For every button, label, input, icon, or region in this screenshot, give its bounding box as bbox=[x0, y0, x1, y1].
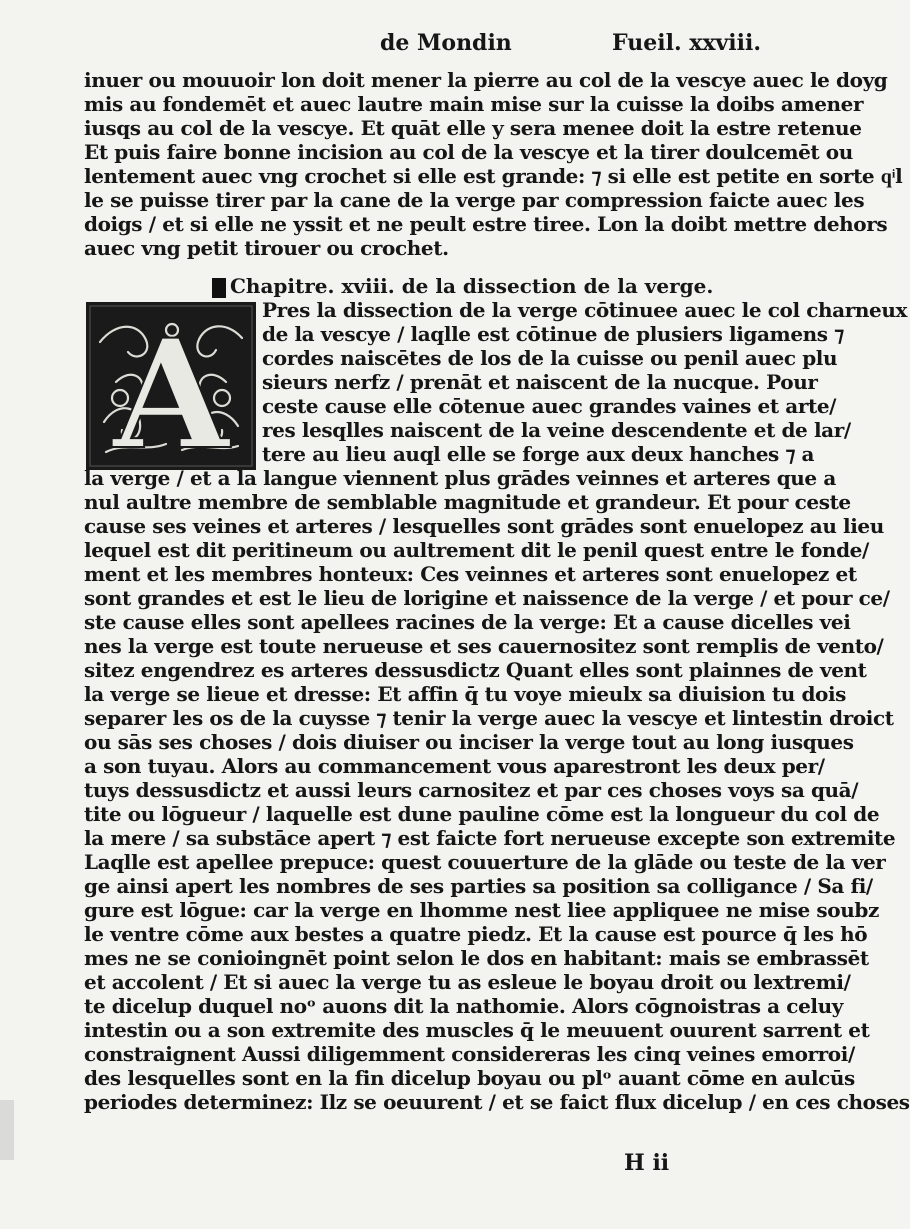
text-line: res lesqlles naiscent de la veine descendente et de lar/ bbox=[262, 418, 851, 442]
signature-mark: H ii bbox=[624, 1150, 670, 1176]
text-line: tere au lieu auql elle se forge aux deux hanches ⁊ a bbox=[262, 442, 815, 466]
text-line: inuer ou mouuoir lon doit mener la pierre au col de la vescye auec le doyg bbox=[84, 68, 888, 92]
text-line: nul aultre membre de semblable magnitude et grandeur. Et pour ceste bbox=[84, 490, 851, 514]
text-line: cordes naiscētes de los de la cuisse ou penil auec plu bbox=[262, 346, 838, 370]
page-edge-smudge bbox=[0, 1100, 14, 1160]
text-line: la verge se lieue et dresse: Et affin q̄ tu voye mieulx sa diuision tu dois bbox=[84, 682, 847, 706]
text-line: constraignent Aussi diligemment considereras les cinq veines emorroi/ bbox=[84, 1042, 855, 1066]
text-line: ge ainsi apert les nombres de ses parties sa position sa colligance / Sa fi/ bbox=[84, 874, 873, 898]
running-head: de Mondin bbox=[380, 30, 512, 56]
text-line: lequel est dit peritineum ou aultrement dit le penil quest entre le fonde/ bbox=[84, 538, 869, 562]
text-line: Laqlle est apellee prepuce: quest couuerture de la glāde ou teste de la ver bbox=[84, 850, 886, 874]
text-line: doigs / et si elle ne yssit et ne peult estre tiree. Lon la doibt mettre dehors bbox=[84, 212, 888, 236]
text-line: des lesquelles sont en la fin dicelup boyau ou plᵒ auant cōme en aulcūs bbox=[84, 1066, 855, 1090]
text-line: tuys dessusdictz et aussi leurs carnositez et par ces choses voys sa quā/ bbox=[84, 778, 859, 802]
text-line: separer les os de la cuysse ⁊ tenir la verge auec la vescye et lintestin droict bbox=[84, 706, 894, 730]
text-line: mis au fondemēt et auec lautre main mise sur la cuisse la doibs amener bbox=[84, 92, 864, 116]
text-line: ste cause elles sont apellees racines de la verge: Et a cause dicelles vei bbox=[84, 610, 851, 634]
text-line: le se puisse tirer par la cane de la verge par compression faicte auec les bbox=[84, 188, 865, 212]
text-line: Pres la dissection de la verge cōtinuee auec le col charneux bbox=[262, 298, 907, 322]
initial-letter: A bbox=[112, 307, 230, 483]
paragraph-continuation bbox=[84, 68, 903, 260]
text-line: sitez engendrez es arteres dessusdictz Quant elles sont plainnes de vent bbox=[84, 658, 867, 682]
chapter-body bbox=[84, 466, 910, 1114]
text-line: sieurs nerfz / prenāt et naiscent de la nucque. Pour bbox=[262, 370, 818, 394]
chapter-heading bbox=[212, 274, 713, 298]
text-line: la verge / et a la langue viennent plus grādes veinnes et arteres que a bbox=[84, 466, 836, 490]
pilcrow-icon bbox=[212, 278, 226, 298]
text-line: iusqs au col de la vescye. Et quāt elle y sera menee doit la estre retenue bbox=[84, 116, 862, 140]
text-line: tite ou lōgueur / laquelle est dune pauline cōme est la longueur du col de bbox=[84, 802, 880, 826]
text-line: ceste cause elle cōtenue auec grandes vaines et arte/ bbox=[262, 394, 837, 418]
chapter-body-indented bbox=[84, 298, 907, 466]
text-line: de la vescye / laqlle est cōtinue de plusiers ligamens ⁊ bbox=[262, 322, 844, 346]
text-line: ment et les membres honteux: Ces veinnes et arteres sont enuelopez et bbox=[84, 562, 857, 586]
text-line: et accolent / Et si auec la verge tu as esleue le boyau droit ou lextremi/ bbox=[84, 970, 851, 994]
text-line: gure est lōgue: car la verge en lhomme nest liee appliquee ne mise soubz bbox=[84, 898, 879, 922]
text-line: a son tuyau. Alors au commancement vous aparestront les deux per/ bbox=[84, 754, 825, 778]
text-line: te dicelup duquel noᵒ auons dit la nathomie. Alors cōgnoistras a celuy bbox=[84, 994, 843, 1018]
text-line: cause ses veines et arteres / lesquelles sont grādes sont enuelopez au lieu bbox=[84, 514, 884, 538]
text-line: nes la verge est toute nerueuse et ses cauernositez sont remplis de vento/ bbox=[84, 634, 884, 658]
text-line: Et puis faire bonne incision au col de la vescye et la tirer doulcemēt ou bbox=[84, 140, 853, 164]
text-line: auec vng petit tirouer ou crochet. bbox=[84, 236, 449, 260]
text-line: lentement auec vng crochet si elle est grande: ⁊ si elle est petite en sorte qͥl bbox=[84, 164, 903, 188]
text-line: le ventre cōme aux bestes a quatre piedz. Et la cause est pource q̄ les hō bbox=[84, 922, 868, 946]
folio-number: Fueil. xxviii. bbox=[612, 30, 762, 56]
text-line: sont grandes et est le lieu de lorigine et naissence de la verge / et pour ce/ bbox=[84, 586, 890, 610]
chapter-heading-text: Chapitre. xviii. de la dissection de la verge. bbox=[230, 274, 714, 298]
text-line: ou sās ses choses / dois diuiser ou inciser la verge tout au long iusques bbox=[84, 730, 854, 754]
text-line: mes ne se conioingnēt point selon le dos en habitant: mais se embrassēt bbox=[84, 946, 869, 970]
text-line: periodes determinez: Ilz se oeuurent / et se faict flux dicelup / en ces choses bbox=[84, 1090, 910, 1114]
text-line: la mere / sa substāce apert ⁊ est faicte fort nerueuse excepte son extremite bbox=[84, 826, 896, 850]
text-line: intestin ou a son extremite des muscles q̄ le meuuent ouurent sarrent et bbox=[84, 1018, 870, 1042]
